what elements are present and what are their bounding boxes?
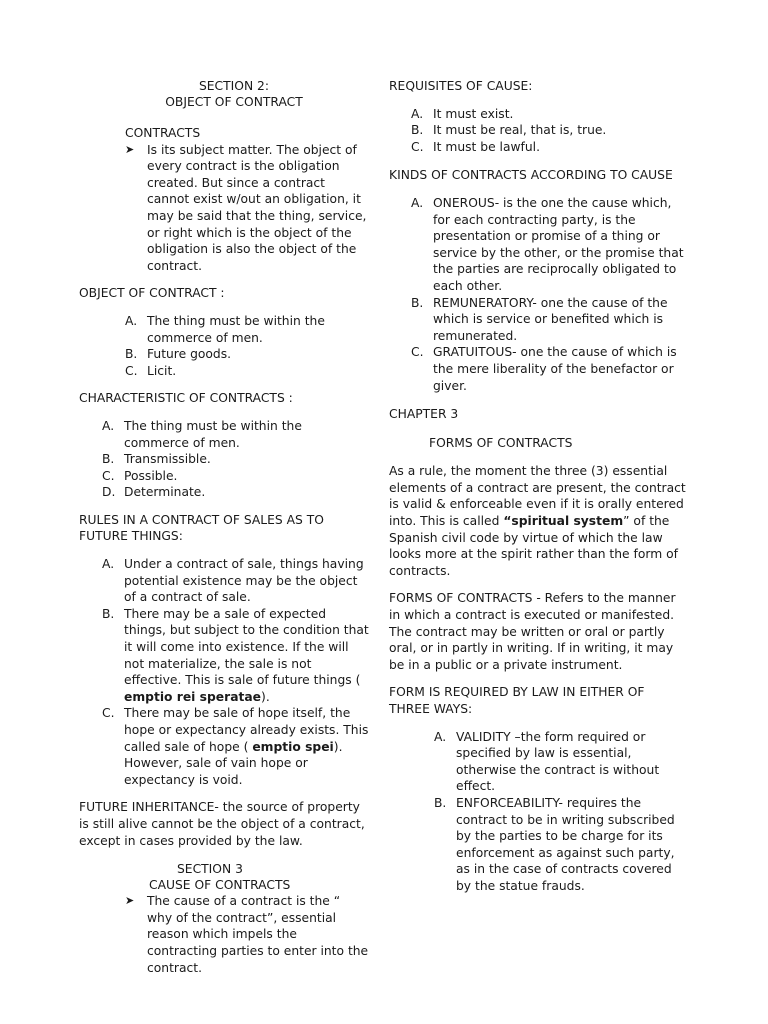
forms-paragraph	[389, 590, 689, 673]
list-item	[411, 195, 689, 295]
list-item	[411, 106, 689, 123]
emphasized-term: “spiritual system	[503, 514, 624, 529]
list-item	[102, 418, 369, 451]
latin-term: emptio rei speratae	[124, 689, 262, 704]
section-3-title: SECTION 3	[177, 862, 243, 877]
section-2-title: SECTION 2:	[198, 79, 270, 93]
term-label: VALIDITY	[456, 729, 511, 744]
list-marker: A.	[411, 106, 424, 121]
section-2-heading	[99, 78, 369, 110]
paragraph-text: - Refers to the manner in which a contract is executed or manifested. The contract may be written or oral or partly oral, or in partly in writing. If in writing, it may be in a public or a private instrument.	[389, 591, 676, 672]
list-item-text: ). However, sale of vain hope or expectancy is void.	[124, 739, 343, 787]
list-item-text: - requires the contract to be in writing subscribed by the parties to be charge for its enforcement as against such party, as in the case of contracts covered by the statue frauds.	[456, 795, 675, 893]
cause-bullet-text: The cause of a contract is the “ why of the contract”, essential reason which impels the contracting parties to enter into the contract.	[147, 894, 369, 975]
arrow-bullet-icon: ➤	[125, 894, 135, 908]
list-marker: A.	[434, 729, 447, 744]
term-label: ENFORCEABILITY	[456, 795, 559, 810]
kinds-heading: KINDS OF CONTRACTS ACCORDING TO CAUSE	[389, 168, 673, 183]
contracts-heading: CONTRACTS	[125, 126, 201, 140]
list-item	[411, 122, 689, 139]
list-marker: C.	[125, 363, 138, 378]
characteristic-list	[79, 418, 369, 501]
list-marker: A.	[411, 195, 424, 210]
paragraph-text: ” of the Spanish civil code by virtue of which the law looks more at the spirit rather than the form of contracts.	[389, 514, 678, 578]
list-item-text: Licit.	[147, 363, 177, 378]
contracts-bullet-text: Is its subject matter. The object of every contract is the obligation created. But since a contract cannot exist w/out an obligation, it may be said that the thing, service, or right which is the object of the obligation is also the object of the contract.	[147, 142, 367, 273]
rule-paragraph	[389, 463, 689, 579]
section-2-subtitle: OBJECT OF CONTRACT	[165, 95, 303, 109]
list-item-text: ).	[261, 689, 270, 704]
object-list	[79, 313, 369, 379]
list-marker: C.	[102, 468, 115, 483]
list-item	[102, 451, 369, 468]
list-marker: B.	[411, 295, 424, 310]
forms-title: FORMS OF CONTRACTS	[429, 435, 573, 450]
rules-heading: RULES IN A CONTRACT OF SALES AS TO FUTURE THINGS:	[79, 512, 324, 544]
section-3-heading	[79, 861, 369, 893]
list-item-text: - one the cause of which is the mere liberality of the benefactor or giver.	[433, 345, 677, 393]
list-marker: A.	[102, 418, 115, 433]
list-item-text: –the form required or specified by law is essential, otherwise the contract is without effect.	[456, 729, 660, 794]
list-item	[125, 363, 369, 380]
requisites-list	[389, 106, 689, 156]
characteristic-heading: CHARACTERISTIC OF CONTRACTS :	[79, 391, 293, 406]
list-item	[102, 556, 369, 606]
arrow-bullet-icon: ➤	[125, 142, 135, 156]
rules-list	[79, 556, 369, 788]
ways-list	[389, 729, 689, 895]
term-label: FUTURE INHERITANCE	[79, 800, 215, 815]
list-item-text: It must exist.	[433, 106, 514, 121]
contracts-block	[79, 125, 369, 274]
list-item-text: It must be real, that is, true.	[433, 123, 607, 138]
list-item	[434, 795, 689, 895]
list-item-text: Future goods.	[147, 347, 232, 362]
list-item	[102, 484, 369, 501]
list-marker: C.	[411, 139, 424, 154]
list-item	[411, 139, 689, 156]
list-item-text: Possible.	[124, 468, 178, 483]
list-item	[102, 606, 369, 706]
section-3-subtitle: CAUSE OF CONTRACTS	[149, 878, 291, 893]
list-item-text: Determinate.	[124, 485, 206, 500]
list-item	[102, 468, 369, 485]
list-item	[102, 705, 369, 788]
contracts-bullet-item	[125, 142, 369, 275]
list-item	[411, 344, 689, 394]
list-marker: B.	[434, 795, 447, 810]
list-item	[411, 295, 689, 345]
list-item-text: There may be a sale of expected things, but subject to the condition that it will come into existence. If the will not materialize, the sale is not effective. This is sale of future things (	[124, 606, 369, 688]
object-heading: OBJECT OF CONTRACT :	[79, 286, 225, 301]
term-label: ONEROUS	[433, 195, 495, 210]
term-label: REMUNERATORY	[433, 295, 533, 310]
list-item-text: The thing must be within the commerce of men.	[147, 313, 325, 345]
latin-term: emptio spei	[252, 739, 334, 754]
right-column	[389, 78, 689, 895]
form-required-heading: FORM IS REQUIRED BY LAW IN EITHER OF THREE WAYS:	[389, 685, 645, 716]
paragraph-text: As a rule, the moment the three (3) essential elements of a contract are present, the contract is valid & enforceable even if it is orally entered into. This is called	[389, 464, 686, 529]
list-marker: A.	[125, 313, 138, 328]
left-column	[79, 78, 369, 976]
list-item-text: - one the cause of the which is service or benefited which is remunerated.	[433, 295, 668, 343]
list-item-text: Transmissible.	[124, 452, 211, 467]
chapter-heading: CHAPTER 3	[389, 407, 459, 422]
list-marker: C.	[411, 345, 424, 360]
paragraph-text: - the source of property is still alive cannot be the object of a contract, except in cases provided by the law.	[79, 800, 365, 848]
list-marker: C.	[102, 706, 115, 721]
list-marker: D.	[102, 485, 116, 500]
list-marker: B.	[102, 452, 115, 467]
list-item	[434, 729, 689, 795]
list-item-text: The thing must be within the commerce of men.	[124, 418, 302, 450]
term-label: GRATUITOUS	[433, 345, 513, 360]
requisites-heading: REQUISITES OF CAUSE:	[389, 79, 533, 93]
list-item-text: Under a contract of sale, things having potential existence may be the object of a contract of sale.	[124, 557, 364, 605]
list-marker: A.	[102, 557, 115, 572]
list-marker: B.	[411, 123, 424, 138]
list-marker: B.	[102, 606, 115, 621]
list-item-text: It must be lawful.	[433, 139, 541, 154]
term-label: FORMS OF CONTRACTS	[389, 591, 533, 606]
list-item-text: There may be sale of hope itself, the hope or expectancy already exists. This called sale of hope (	[124, 706, 369, 754]
list-item	[125, 346, 369, 363]
future-inheritance-paragraph	[79, 799, 369, 849]
list-item	[125, 313, 369, 346]
cause-bullet-item	[79, 893, 369, 976]
list-marker: B.	[125, 347, 138, 362]
list-item-text: - is the one the cause which, for each contracting party, is the presentation or promise of a thing or service by the other, or the promise that the parties are reciprocally obligated to each other.	[433, 195, 684, 293]
kinds-list	[389, 195, 689, 394]
